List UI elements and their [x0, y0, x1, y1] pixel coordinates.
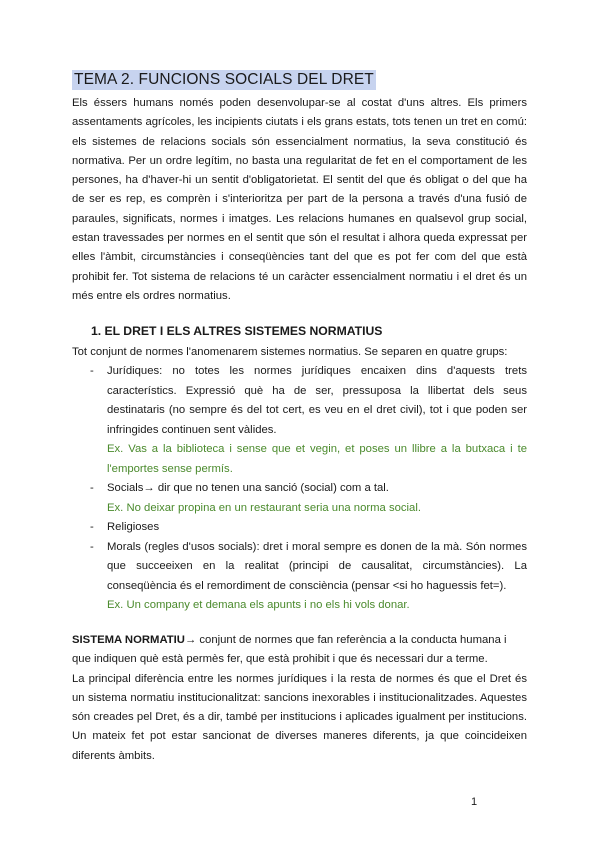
list-item [72, 518, 527, 538]
bullet-dash: - [90, 540, 94, 553]
list-item-text: Jurídiques: no totes les normes jurídiques encaixen dins d'aquests trets característics. Expressió què ha de ser, pressuposa la llibertat dels seus destinataris (no sempre és del tot cert, es veu en el dret civil), tot i que poden ser infringides continuen sent vàlides. [107, 365, 527, 436]
normative-systems-list [72, 362, 527, 616]
page-title: TEMA 2. FUNCIONS SOCIALS DEL DRET [74, 71, 374, 88]
bullet-dash: - [90, 482, 94, 494]
bullet-dash: - [90, 365, 94, 377]
sistema-definition-text: → conjunt de normes que fan referència a la conducta humana i que indiquen què està permès fer, que està prohibit i que és necessari dur a terme. [72, 634, 507, 666]
list-item-text: Socials→ dir que no tenen una sanció (social) com a tal. [107, 482, 389, 494]
sistema-paragraph: La principal diferència entre les normes jurídiques i la resta de normes és que el Dret és un sistema normatiu institucionalitzat: sancions inexorables i institucionalitzades. Aquestes són creades pel Dret, és a dir, també per institucions i aplicades igualment per institucions. Un mateix fet pot estar sancionat de diverses maneres diferents, ja que coincideixen diferents àmbits. [72, 672, 527, 762]
section-lead: Tot conjunt de normes l'anomenarem sistemes normatius. Se separen en quatre grups: [72, 346, 508, 358]
page-number: 1 [471, 796, 478, 808]
list-item-example: Ex. Un company et demana els apunts i no els hi vols donar. [107, 599, 410, 611]
sistema-definition [72, 631, 512, 670]
bullet-dash: - [90, 521, 94, 533]
section-heading: 1. EL DRET I ELS ALTRES SISTEMES NORMATIUS [91, 324, 383, 338]
list-item-example: Ex. No deixar propina en un restaurant seria una norma social. [107, 501, 421, 514]
list-item-text: Religioses [107, 521, 160, 533]
sistema-block [72, 631, 527, 766]
list-item [72, 479, 527, 518]
list-item [72, 362, 527, 479]
list-item [72, 538, 527, 616]
list-item-example: Ex. Vas a la biblioteca i sense que et vegin, et poses un llibre a la butxaca i te l'emportes sense permís. [107, 443, 527, 475]
intro-paragraph: Els éssers humans només poden desenvolupar-se al costat d'uns altres. Els primers assentaments agrícoles, les incipients ciutats i els grans estats, tots tenen un tret en comú: els sistemes de relacions socials són essencialment normatius, la seva constitució és normativa. Per un ordre legítim, no basta una regularitat de fet en el comportament de les persones, ha d'haver-hi un sentit d'obligatorietat. El sentit del que és obligat o del que ha de ser es rep, es comprèn i s'interioritza per part de la persona a través d'una fusió de paraules, significats, normes i imatges. Les relacions humanes en qualsevol grup social, estan travessades per normes en el sentit que són el resultat i alhora queda expressat per elles l'àmbit, circumstàncies i conseqüències tant del que es pot fer com del que està prohibit fer. Tot sistema de relacions té un caràcter essencialment normatiu i el dret és un més entre els ordres normatius. [72, 97, 527, 302]
list-item-text: Morals (regles d'usos socials): dret i moral sempre es donen de la mà. Són normes que succeeixen en la realitat (principi de causalitat, circumstàncies). La conseqüència és el remordiment de consciència (pensar <si ho haguessis fet=). [107, 540, 527, 592]
sistema-term: SISTEMA NORMATIU [72, 634, 185, 646]
